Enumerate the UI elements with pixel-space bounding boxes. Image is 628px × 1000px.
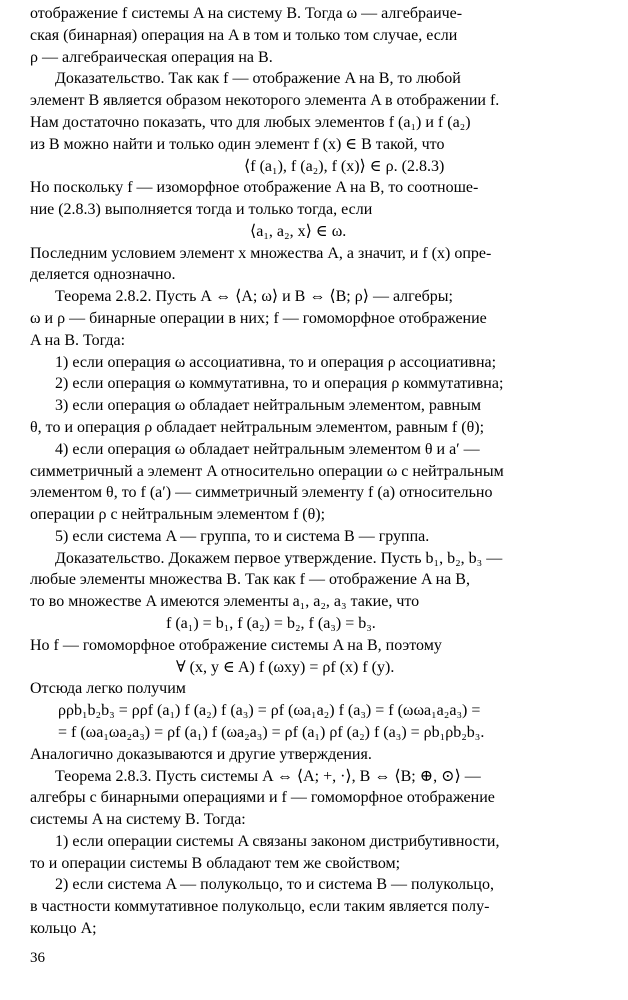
text-line: то и операции системы B обладают тем же свойством; <box>30 854 401 872</box>
text-line: операции ρ с нейтральным элементом f (θ); <box>30 506 326 524</box>
text-line: Теорема 2.8.3. Пусть системы A ⇔ ⟨A; +, ·⟩, B ⇔ ⟨B; ⊕, ⊙⟩ — <box>55 767 481 785</box>
text-line: элемент B является образом некоторого элемента A в отображении f. <box>30 92 500 110</box>
text-line: отображение f системы A на систему B. Тогда ω — алгебраиче- <box>30 5 463 22</box>
formula-line: ρρb₁b₂b₃ = ρρf (a₁) f (a₂) f (a₃) = ρf (ωa₁a₂) f (a₃) = f (ωωa₁a₂a₃) = <box>58 702 481 720</box>
text-line: из B можно найти и только один элемент f (x) ∈ B такой, что <box>30 135 445 153</box>
list-item: 3) если операция ω обладает нейтральным элементом, равным <box>55 397 481 415</box>
text-line: ние (2.8.3) выполняется тогда и только тогда, если <box>30 201 373 219</box>
text-line: Аналогично доказываются и другие утверждения. <box>30 745 372 763</box>
formula-line: ⟨a₁, a₂, x⟩ ∈ ω. <box>250 222 347 240</box>
list-item: 1) если операция ω ассоциативна, то и операция ρ ассоциативна; <box>55 353 497 371</box>
text-line: симметричный a элемент A относительно операции ω с нейтральным <box>30 462 504 480</box>
text-line: θ, то и операция ρ обладает нейтральным элементом, равным f (θ); <box>30 418 485 436</box>
text-line: алгебры с бинарными операциями и f — гомоморфное отображение <box>30 789 495 807</box>
text-line: ская (бинарная) операция на A в том и только том случае, если <box>30 26 458 44</box>
text-line: деляется однозначно. <box>30 266 176 284</box>
text-line: 2) если система A — полукольцо, то и система B — полукольцо, <box>55 876 494 894</box>
formula-line: f (a₁) = b₁, f (a₂) = b₂, f (a₃) = b₃. <box>166 615 376 632</box>
text-line: Отсюда легко получим <box>30 680 186 698</box>
formula-line: = f (ωa₁ωa₂a₃) = ρf (a₁) f (ωa₂a₃) = ρf (a₁) ρf (a₂) f (a₃) = ρb₁ρb₂b₃. <box>58 723 485 741</box>
list-item: 4) если операция ω обладает нейтральным элементом θ и a′ — <box>55 440 480 458</box>
list-item: 5) если система A — группа, то и система B — группа. <box>55 527 430 545</box>
text-line: Доказательство. Докажем первое утверждение. Пусть b₁, b₂, b₃ — <box>55 549 503 567</box>
text-line: системы A на систему B. Тогда: <box>30 811 246 829</box>
text-line: кольцо A; <box>30 920 97 937</box>
text-line: A на B. Тогда: <box>30 331 126 349</box>
text-line: Доказательство. Так как f — отображение A на B, то любой <box>55 70 461 88</box>
text-line: Теорема 2.8.2. Пусть A ⇔ ⟨A; ω⟩ и B ⇔ ⟨B; ρ⟩ — алгебры; <box>55 288 453 306</box>
text-line: Последним условием элемент x множества A, а значит, и f (x) опре- <box>30 244 492 262</box>
text-line: ω и ρ — бинарные операции в них; f — гомоморфное отображение <box>30 310 487 327</box>
text-line: в частности коммутативное полукольцо, если таким является полу- <box>30 898 490 916</box>
text-line: то во множестве A имеются элементы a₁, a₂, a₃ такие, что <box>30 593 420 611</box>
text-line: 1) если операции системы A связаны законом дистрибутивности, <box>55 832 500 850</box>
text-line: элементом θ, то f (a′) — симметричный элементу f (a) относительно <box>30 484 493 502</box>
text-line: Нам достаточно показать, что для любых элементов f (a₁) и f (a₂) <box>30 113 471 131</box>
text-line: ρ — алгебраическая операция на B. <box>30 48 273 66</box>
text-line: Но поскольку f — изоморфное отображение A на B, то соотноше- <box>30 179 479 197</box>
list-item: 2) если операция ω коммутативна, то и операция ρ коммутативна; <box>55 375 504 393</box>
text-line: Но f — гомоморфное отображение системы A на B, поэтому <box>30 636 442 654</box>
formula-line: ⟨f (a₁), f (a₂), f (x)⟩ ∈ ρ. (2.8.3) <box>244 157 445 175</box>
page-number: 36 <box>30 950 45 966</box>
formula-line: ∀ (x, y ∈ A) f (ωxy) = ρf (x) f (y). <box>176 658 395 676</box>
text-line: любые элементы множества B. Так как f — отображение A на B, <box>30 571 470 589</box>
